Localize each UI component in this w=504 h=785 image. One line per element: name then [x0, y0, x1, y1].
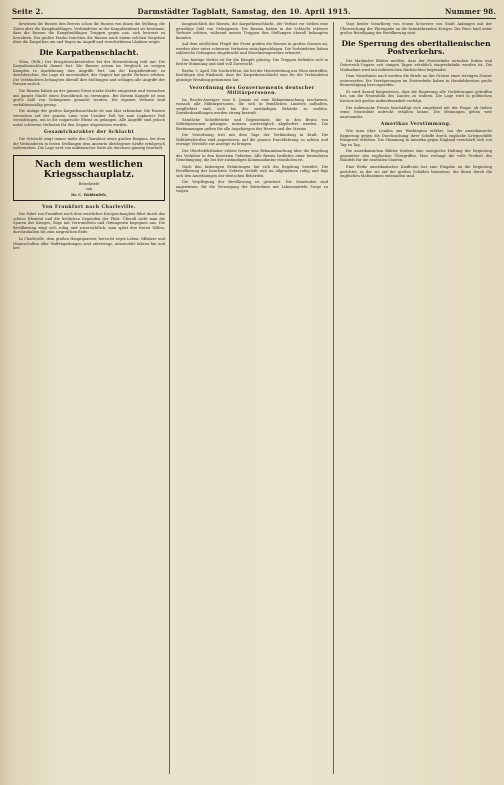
page-number: Seite 2.: [12, 6, 44, 16]
subheading-verordnung: Verordnung des Gouvernements deutscher Militärpersonen.: [189, 85, 315, 96]
subheading-frankfurt: Von Frankfurt nach Charleville.: [42, 205, 136, 211]
article-text: Die Anlage der großen Karpathenschlacht ist nun klar erkennbar. Die Russen versuchen auf der ganzen Linie vom Uzsoker Paß bis zum Lupkower Paß vorzudringen, um in die ungarische Ebene zu gelangen. Alle Angriffe sind jedoch unter schweren Verlusten für den Gegner abgewiesen worden.: [13, 109, 165, 127]
article-text: Die Verpflegung der Bevölkerung ist gesichert. Die Gemeinden sind angewiesen, für die Versorgung der Einwohner mit Lebensmitteln Sorge zu tragen.: [176, 180, 328, 194]
article-text: Der Oberbefehlshaber erlässt ferner eine Bekanntmachung über die Regelung des Verkehrs in den besetzten Gebieten. Alle Reisen bedürfen einer besonderen Genehmigung, die bei der zuständigen Kommandantur einzuholen ist.: [176, 149, 328, 163]
column-2: [176, 22, 328, 196]
article-text: Berlin, 9. April. Die Nachrichten, die bei der Heeresleitung aus Wien eintreffen, bestätigen den Eindruck, dass die Karpathenschlacht eine für die Verbündeten günstige Wendung genommen hat.: [176, 68, 328, 83]
newspaper-title: Darmstädter Tagblatt, Samstag, den 10. April 1915.: [137, 6, 351, 16]
feature-by: von: [85, 187, 93, 192]
article-text: Die Mailänder Blätter melden, dass der Postverkehr zwischen Italien und Österreich-Ungarn seit einigen Tagen erheblich eingeschränkt worden ist. Die Maßnahme wird mit militärischen Rücksichten begründet.: [340, 58, 492, 72]
article-text: Eine Reihe amerikanischer Kaufleute hat eine Eingabe an die Regierung gerichtet, in der sie auf die großen Schäden hinweisen, die ihnen durch die englischen Maßnahmen entstanden sind.: [340, 165, 492, 179]
feature-title: Nach dem westlichen Kriegsschauplatz.: [35, 160, 143, 181]
feature-author: Dr. C. Waldenfels.: [71, 192, 107, 197]
article-text: Es wird darauf hingewiesen, dass die Regierung alle Vorkehrungen getroffen hat, um die Neutralität des Landes zu wahren. Die Lage wird in politischen Kreisen mit großer Aufmerksamkeit verfolgt.: [340, 89, 492, 104]
article-text: Wie man über London aus Washington erfährt, hat die amerikanische Regierung gegen die Durchsuchung ihrer Schiffe durch englische Kriegsschiffe Einspruch erhoben. Die Stimmung in Amerika gegen England verschärft sich von Tag zu Tag.: [340, 129, 492, 147]
article-text: bewiesen die Russen den Beweis schon die Russen von ihnen die Stellung, die Zaren aber die Kampfunfähigen, Verbündeten in der Karpathenfront sie bestimmt, dass die Russen die Kampfunfähigen Truppen gegen uns, sich bewusst zu bewahren. Ein großes Fiasko brachten die Russen nach einem solchen Vorgehen über die Karpathen um und liegen im Angriff und verschiedenen Ländern zeigte.: [13, 22, 165, 45]
article-text: Die amerikanischen Blätter fordern eine energische Haltung der Regierung gegenüber den englischen Übergriffen. Man verlangt die volle Freiheit des Handels für die neutralen Staaten.: [340, 149, 492, 163]
article-text: Wien, (Wtb.) Der Kriegsberichterstatter bei der Heeresleitung teilt mit: Die Karpathenschlacht dauert fort. Die Russen setzen im Vergleich zu vorigen Kämpfen in Ausdehnung ihre Angriffe fort, um die Karpathenfront zu durchbrechen. Die Lage ist unverändert, der Gegner hat große Verluste erlitten. Die Verbündeten behaupten überall ihre Stellungen und schlagen alle Angriffe der Russen zurück.: [13, 59, 165, 87]
subheading-gesamtcharakter: Gesamtcharakter der Schlacht: [44, 130, 134, 136]
top-rule: [12, 18, 496, 19]
headline-postverkehr: Die Sperrung des oberitalienischen Postverkehrs.: [341, 38, 491, 56]
article-text: Im Reichs-Anzeiger vom 8. Januar ist eine Bekanntmachung erschienen, wonach alle Militärpersonen, die sich in feindlichen Ländern aufhalten, verpflichtet sind, sich bei der zuständigen Behörde zu melden. Zuwiderhandlungen werden streng bestraft.: [176, 97, 328, 116]
column-divider-1: [169, 22, 170, 774]
column-3: [340, 22, 492, 181]
column-divider-2: [333, 22, 334, 774]
article-text: Die Fahrt von Frankfurt nach dem westlichen Kriegsschauplatz führt durch das schöne Rheintal und die lieblichen Gegenden der Pfalz. Überall sieht man die Spuren des Krieges, Züge mit Verwundeten und Gefangenen begegnen uns. Die Bevölkerung zeigt sich ruhig und zuversichtlich, man spürt den festen Willen, durchzuhalten bis zum siegreichen Ende.: [13, 212, 165, 235]
article-text: Das heutige Wetter ist für die Kämpfe günstig. Die Truppen befinden sich in bester Stimmung und sind voll Zuversicht.: [176, 57, 328, 67]
article-text: Die Schlacht zeigt immer mehr den Charakter eines großen Ringens, bei dem die Verbündeten in festen Stellungen dem Ansturm überlegener Kräfte erfolgreich widerstehen. Die Lage wird von militärischer Seite als durchaus günstig beurteilt.: [13, 137, 165, 151]
article-text: Sämtliche Schriftstücke und Gegenstände, die in den Besitz von Militärpersonen gelangen, müssen unverzüglich abgeliefert werden. Die Bestimmungen gelten für alle Angehörigen des Heeres und der Marine.: [176, 117, 328, 131]
article-text: Die italienische Presse beschäftigt sich eingehend mit der Frage, ob Italien seine Neutralität aufrecht erhalten könne. Die Meinungen gehen weit auseinander.: [340, 105, 492, 119]
subheading-amerika: Amerikas Verstimmung.: [380, 122, 452, 128]
column-1: [13, 22, 165, 253]
masthead: [12, 5, 496, 17]
article-text: hauptsächlich die Russen, die Karpathenschlacht, der Verlust vor Sieben eine gewaltige Zahl von Gefangenen. Die Russen haben in der Schlacht schwere Verluste erlitten, während unsere Truppen ihre Stellungen überall behaupten konnten.: [176, 22, 328, 40]
feature-box: [13, 155, 165, 201]
headline-karpathenschlacht: Die Karpathenschlacht.: [39, 47, 139, 57]
article-text: Die Verordnung tritt mit dem Tage der Verkündung in Kraft. Die Militärbehörden sind angewiesen, auf die genaue Durchführung zu achten und etwaige Verstöße zur Anzeige zu bringen.: [176, 133, 328, 147]
article-text: Vogt beider Vorarlberg von einem Schwerer von Stadt Anbingen mit der Überreichung der Ehrengabe an die heimkehrenden Krieger. Die Feier fand unter großer Beteiligung der Bevölkerung statt.: [340, 22, 492, 36]
feature-subtitle: Reisebriefe: [78, 182, 100, 187]
issue-number: Nummer 98.: [444, 6, 496, 16]
article-text: In Charleville, dem großen Hauptquartier, herrscht reges Leben. Offiziere und Mannschaften aller Waffengattungen sind unterwegs, Automobile fahren hin und her.: [13, 236, 165, 251]
article-text: Die Russen haben an der ganzen Front starke Kräfte eingesetzt und versuchen mit ganzer Macht einen Durchbruch zu erzwingen. Bei diesem Kampfe ist eine große Zahl von Gefangenen gemacht worden. Die eigenen Verluste sind verhältnismäßig gering.: [13, 89, 165, 107]
article-text: Dem Vernehmen nach werden die Briefe an der Grenze einer strengen Zensur unterworfen. Die Verzögerungen im Postverkehr haben in Handelskreisen große Beunruhigung hervorgerufen.: [340, 74, 492, 88]
article-text: Nach den bisherigen Erfahrungen hat sich die Regelung bewährt. Die Bevölkerung der besetzten Gebiete verhält sich im allgemeinen ruhig und fügt sich den Anordnungen der deutschen Behörden.: [176, 164, 328, 178]
page-fold-shadow: [0, 0, 14, 785]
article-text: Auf dem nördlichen Flügel der Front greifen die Russen in großen Massen an, werden aber unter schweren Verlusten zurückgeschlagen. Die Verbündeten haben zahlreiche Gefangene eingebracht und Maschinengewehre erbeutet.: [176, 42, 328, 56]
